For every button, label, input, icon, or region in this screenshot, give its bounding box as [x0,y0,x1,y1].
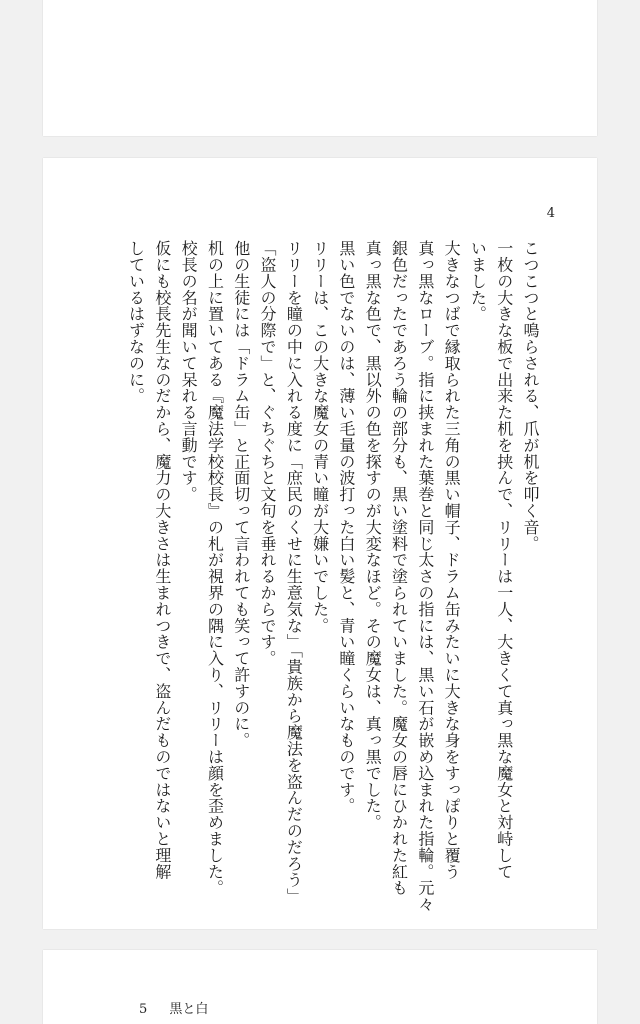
text-line: 大きなつばで縁取られた三角の黒い帽子、ドラム缶みたいに大きな身をすっぽりと覆う [442,240,462,880]
text-line: リリーは、この大きな魔女の青い瞳が大嫌いでした。 [310,240,330,634]
text-line: いました。 [468,240,488,322]
text-line: しているはずなのに。 [126,240,146,404]
page-footer [139,998,208,1017]
text-line: 机の上に置いてある『魔法学校校長』の札が視界の隅に入り、リリーは顔を歪めました。 [205,240,225,896]
text-line: 校長の名が聞いて呆れる言動です。 [179,240,199,503]
previous-page [43,0,597,136]
text-line: リリーを瞳の中に入れる度に「庶民のくせに生意気な」「貴族から魔法を盗んだのだろう」 [284,240,304,905]
page-number: 4 [546,206,555,221]
text-line: 仮にも校長先生なのだから、魔力の大きさは生まれつきで、盗んだものではないと理解 [152,240,172,880]
text-line: 黒い色でないのは、薄い毛量の波打った白い髪と、青い瞳くらいなものです。 [336,240,356,814]
next-page-number: 5 [139,1002,148,1017]
text-line: こつこつと鳴らされる、爪が机を叩く音。 [521,240,540,552]
text-line: 一枚の大きな板で出来た机を挟んで、リリーは一人、大きくて真っ黒な魔女と対峙して [494,240,514,880]
text-line: 真っ黒なローブ。指に挟まれた葉巻と同じ太さの指には、黒い石が嵌め込まれた指輪。元々 [415,240,435,913]
text-line: 真っ黒な色で、黒以外の色を探すのが大変なほど。その魔女は、真っ黒でした。 [363,240,383,831]
running-title: 黒と白 [169,1002,209,1017]
text-line: 銀色だったであろう輪の部分も、黒い塗料で塗られていました。魔女の唇にひかれた紅も [389,240,409,896]
next-page [43,950,597,1024]
text-line: 「盗人の分際で」と、ぐちぐちと文句を垂れるからです。 [258,240,278,667]
current-page [43,158,597,929]
text-line: 他の生徒には「ドラム缶」と正面切って言われても笑って許すのに。 [231,240,251,749]
body-text [122,240,543,913]
